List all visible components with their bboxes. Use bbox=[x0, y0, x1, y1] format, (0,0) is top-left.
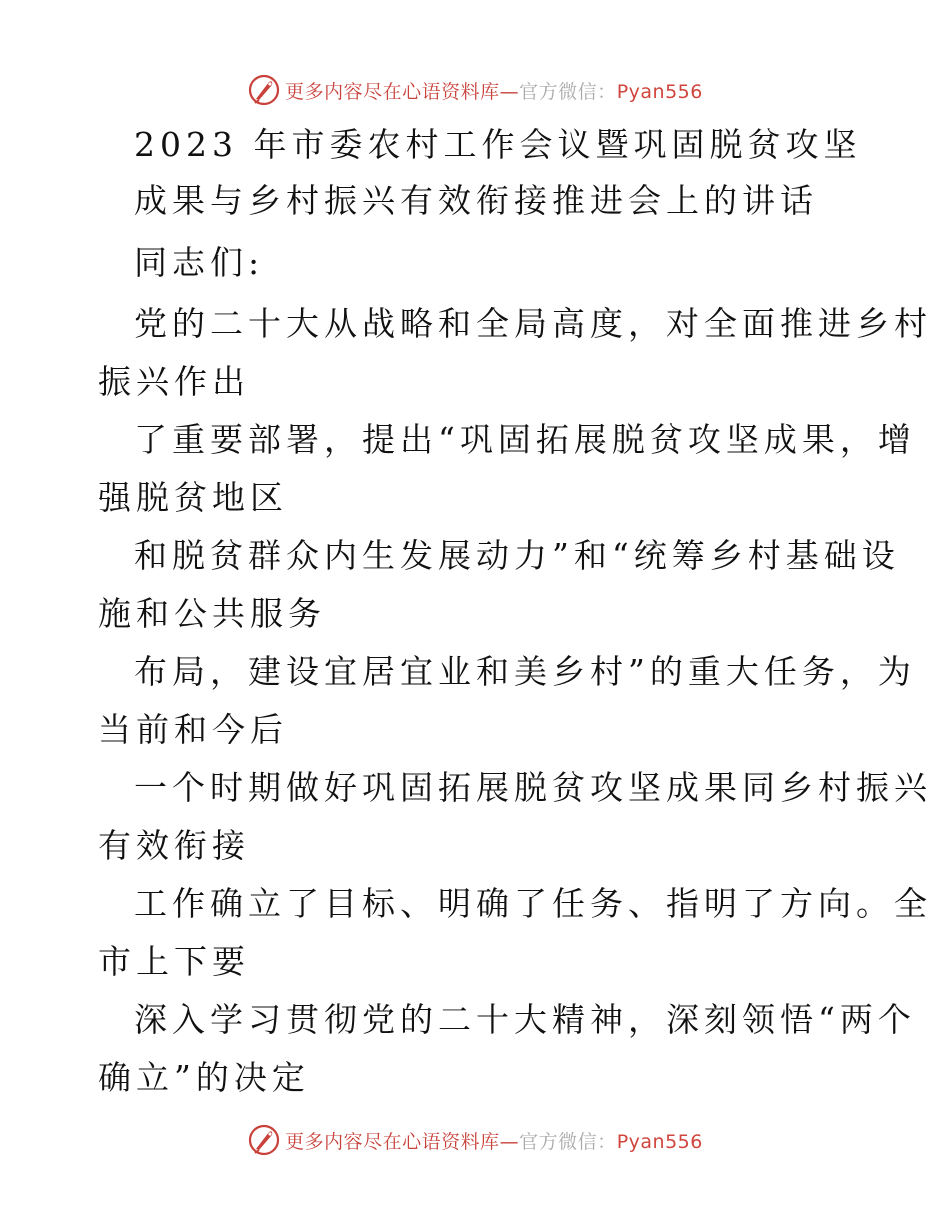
body-line: 一个时期做好巩固拓展脱贫攻坚成果同乡村振兴 bbox=[134, 768, 932, 807]
body-line: 振兴作出 bbox=[98, 362, 250, 401]
salutation: 同志们: bbox=[134, 243, 265, 282]
banner-text: 更多内容尽在心语资料库—官方微信：Pyan556 bbox=[285, 80, 703, 103]
body-line: 了重要部署，提出“巩固拓展脱贫攻坚成果，增 bbox=[134, 420, 916, 459]
body-line: 市上下要 bbox=[98, 942, 250, 981]
footer-watermark-banner bbox=[0, 1120, 950, 1160]
body-line: 施和公共服务 bbox=[98, 594, 326, 633]
body-line: 党的二十大从战略和全局高度，对全面推进乡村 bbox=[134, 304, 932, 343]
body-line: 有效衔接 bbox=[98, 826, 250, 865]
banner-text: 更多内容尽在心语资料库—官方微信：Pyan556 bbox=[285, 1130, 703, 1153]
document-title-line-2: 成果与乡村振兴有效衔接推进会上的讲话 bbox=[134, 181, 818, 220]
body-line: 确立”的决定 bbox=[98, 1058, 310, 1097]
body-line: 布局，建设宜居宜业和美乡村”的重大任务，为 bbox=[134, 652, 916, 691]
body-line: 工作确立了目标、明确了任务、指明了方向。全 bbox=[134, 884, 932, 923]
quill-pen-logo-icon bbox=[247, 1123, 281, 1157]
body-line: 当前和今后 bbox=[98, 710, 288, 749]
body-line: 和脱贫群众内生发展动力”和“统筹乡村基础设 bbox=[134, 536, 900, 575]
body-line: 强脱贫地区 bbox=[98, 478, 288, 517]
body-line: 深入学习贯彻党的二十大精神，深刻领悟“两个 bbox=[134, 1000, 916, 1039]
document-title-line-1: 2023 年市委农村工作会议暨巩固脱贫攻坚 bbox=[134, 125, 862, 164]
